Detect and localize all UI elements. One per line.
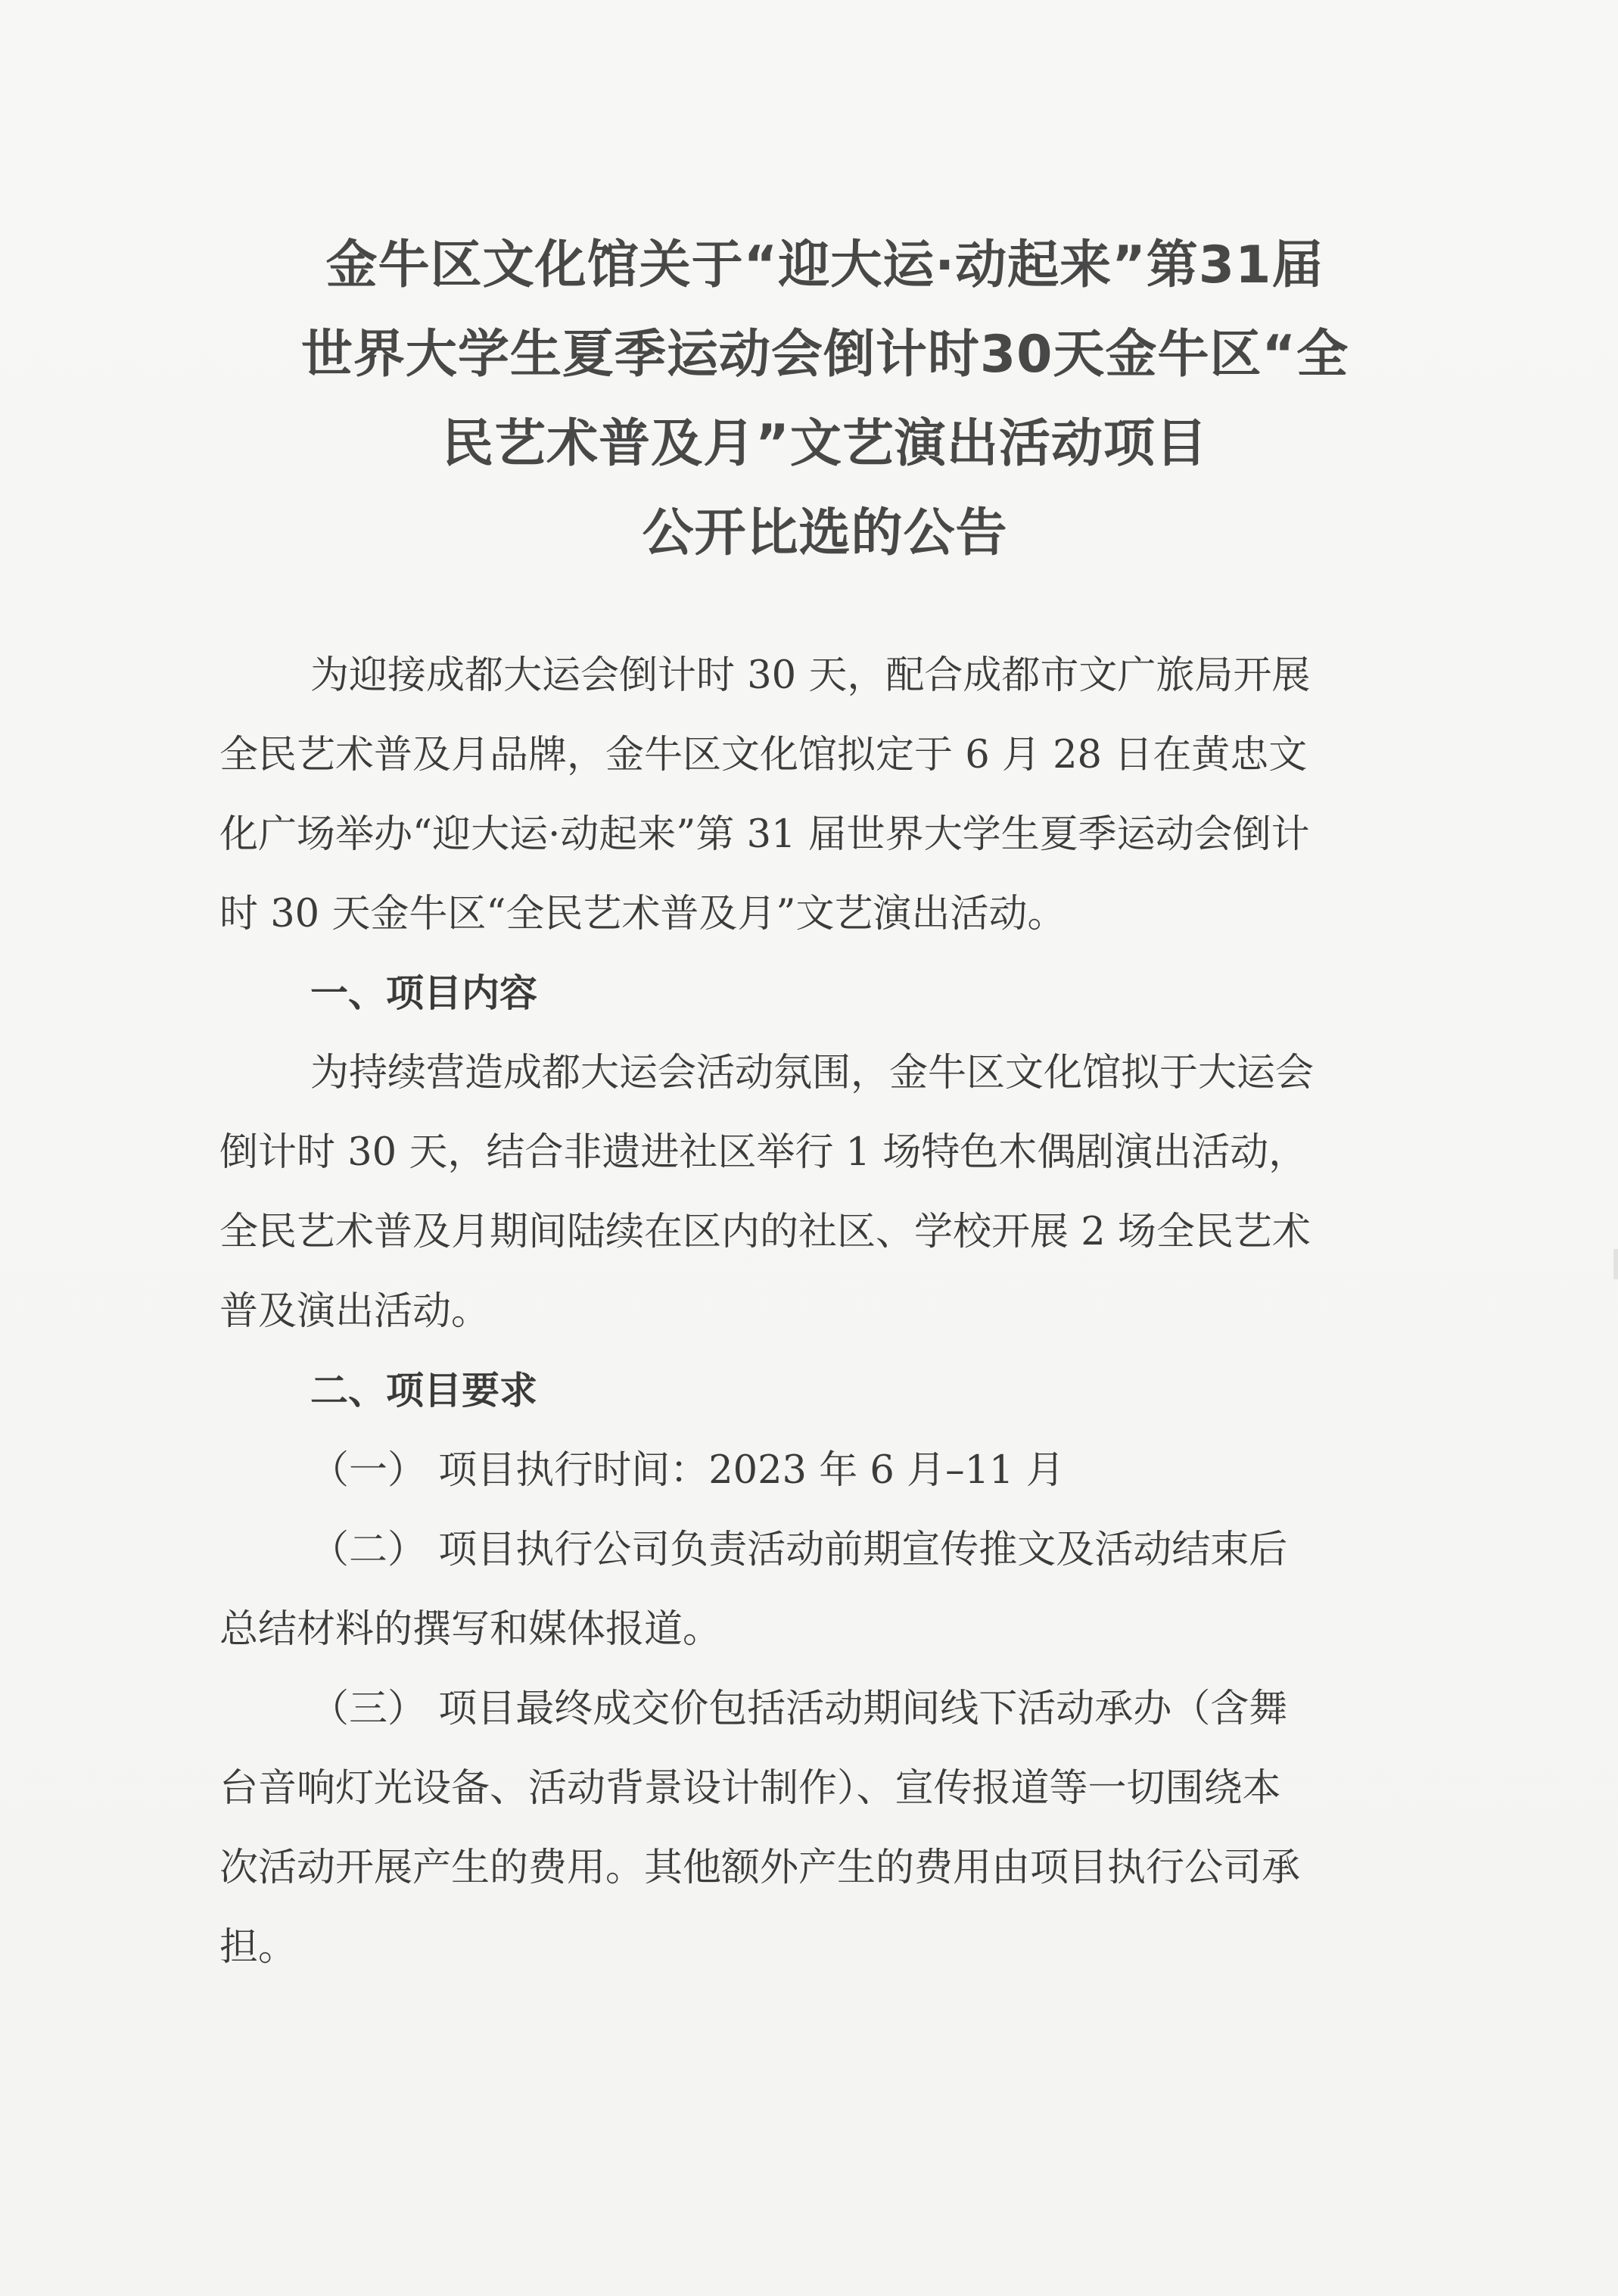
title-line-4: 公开比选的公告	[642, 503, 1008, 563]
title-line-1: 金牛区文化馆关于“迎大运·动起来”第31届	[325, 235, 1324, 295]
section1-line-3: 全民艺术普及月期间陆续在区内的社区、学校开展 2 场全民艺术	[219, 1210, 1311, 1254]
document-title	[212, 221, 1438, 578]
document-body	[219, 636, 1445, 1987]
intro-line-2: 全民艺术普及月品牌，金牛区文化馆拟定于 6 月 28 日在黄忠文	[219, 733, 1308, 777]
item2-line-1: （二） 项目执行公司负责活动前期宣传推文及活动结束后	[310, 1528, 1288, 1572]
intro-paragraph	[219, 636, 1445, 954]
item2-line-2: 总结材料的撰写和媒体报道。	[219, 1607, 722, 1652]
item3-line-1: （三） 项目最终成交价包括活动期间线下活动承办（含舞	[310, 1687, 1288, 1731]
requirement-item-2	[219, 1510, 1445, 1669]
intro-line-3: 化广场举办“迎大运·动起来”第 31 届世界大学生夏季运动会倒计	[219, 812, 1310, 857]
item3-line-3: 次活动开展产生的费用。其他额外产生的费用由项目执行公司承	[219, 1846, 1301, 1890]
scan-edge-mark	[1613, 1249, 1618, 1279]
section-heading-requirements: 二、项目要求	[310, 1369, 537, 1413]
section1-line-2: 倒计时 30 天，结合非遗进社区举行 1 场特色木偶剧演出活动，	[219, 1130, 1308, 1175]
item3-line-2: 台音响灯光设备、活动背景设计制作）、宣传报道等一切围绕本	[219, 1766, 1281, 1811]
item3-line-4: 担。	[219, 1925, 297, 1970]
requirement-item-3	[219, 1669, 1445, 1987]
section1-line-1: 为持续营造成都大运会活动氛围，金牛区文化馆拟于大运会	[310, 1051, 1315, 1095]
title-line-3: 民艺术普及月”文艺演出活动项目	[442, 414, 1208, 474]
section1-line-4: 普及演出活动。	[219, 1289, 490, 1334]
intro-line-1: 为迎接成都大运会倒计时 30 天，配合成都市文广旅局开展	[310, 653, 1311, 698]
section1-paragraph	[219, 1033, 1445, 1351]
requirement-item-1	[219, 1431, 1445, 1510]
section-heading-content: 一、项目内容	[310, 971, 537, 1015]
intro-line-4: 时 30 天金牛区“全民艺术普及月”文艺演出活动。	[219, 892, 1066, 936]
title-line-2: 世界大学生夏季运动会倒计时30天金牛区“全	[300, 325, 1349, 385]
item1-line-1: （一） 项目执行时间：2023 年 6 月–11 月	[310, 1448, 1065, 1493]
